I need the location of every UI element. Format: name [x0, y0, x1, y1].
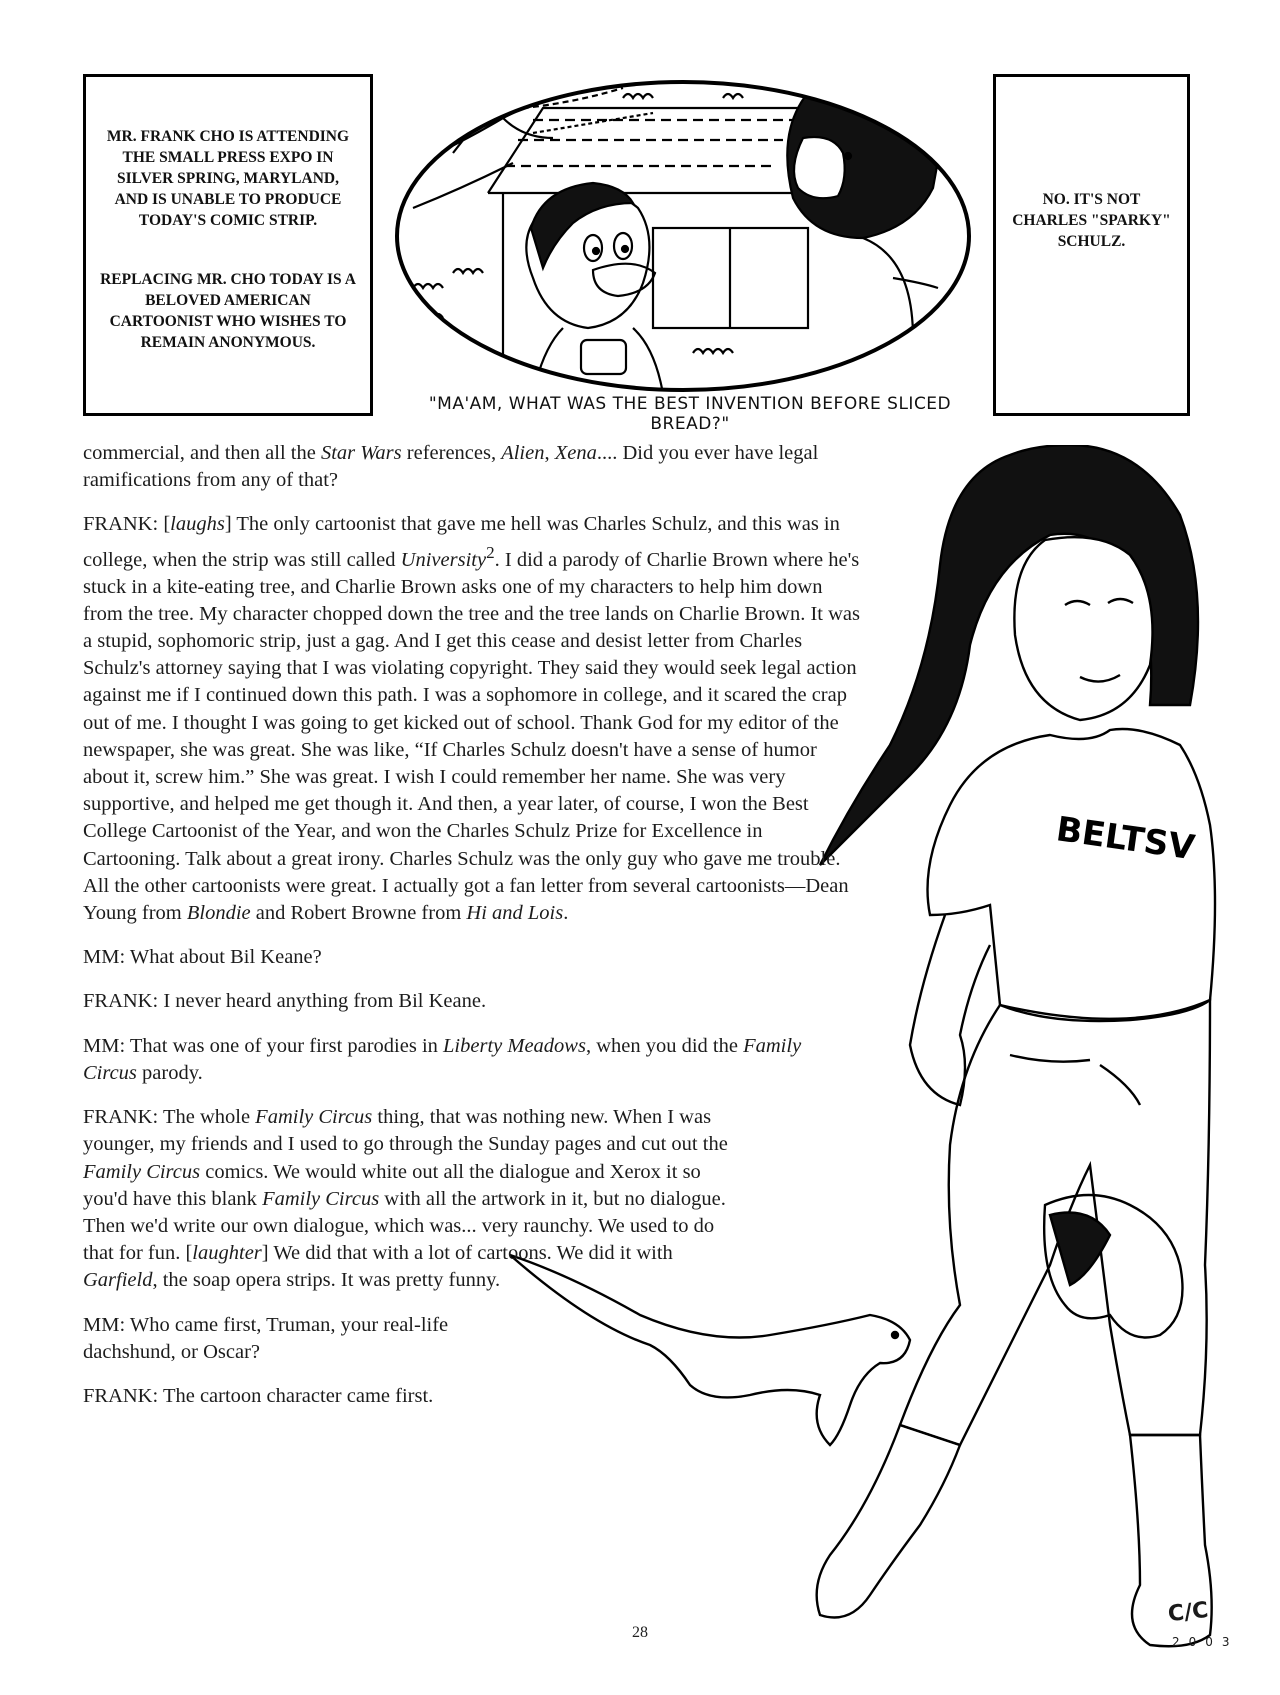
text-segment: The whole [158, 1106, 256, 1129]
text-segment: Blondie [186, 902, 251, 925]
boots-art [817, 1425, 960, 1618]
text-segment: comics. We would white out all the dialogue and Xerox it so you'd have this blank [83, 1160, 701, 1210]
caption-panel-left [83, 74, 373, 416]
caption-replacing-cho: REPLACING MR. CHO TODAY IS A BELOVED AMERICAN CARTOONIST WHO WISHES TO REMAIN ANONYMOUS. [100, 271, 356, 351]
speaker-label: MM: [83, 946, 126, 969]
interview-body-text [83, 440, 923, 1427]
foliage-art [413, 94, 743, 353]
text-segment: laughter [192, 1242, 262, 1265]
text-segment: parody. [136, 1061, 203, 1084]
oval-border [397, 82, 969, 390]
interview-paragraph [83, 1033, 803, 1087]
speaker-label: FRANK: [83, 990, 159, 1013]
text-segment: and Robert Browne from [250, 902, 467, 925]
face-art [1014, 537, 1152, 720]
text-segment: ] We did that with a lot of cartoons. We did it with [261, 1242, 673, 1265]
footnote-marker: 2 [486, 542, 495, 562]
text-segment: , when you did the [585, 1034, 744, 1057]
interview-paragraph [83, 1383, 463, 1410]
signature-year: 2003 [1172, 1635, 1239, 1649]
interview-paragraph [83, 988, 683, 1015]
woman-character-art [787, 78, 953, 394]
strip-dialogue-caption: "MA'AM, WHAT WAS THE BEST INVENTION BEFORE SLICED BREAD?" [428, 394, 952, 434]
text-segment: That was one of your first parodies in [125, 1034, 444, 1057]
text-segment: thing, that was nothing new. When I was younger, my friends and I used to go through the Sunday pages and cut out the [83, 1106, 728, 1156]
interview-paragraph [83, 1312, 463, 1366]
speaker-label: FRANK: [83, 1106, 159, 1129]
speaker-label: MM: [83, 1313, 126, 1336]
text-segment: Family Circus [83, 1034, 802, 1084]
caption-attending-expo: MR. FRANK CHO IS ATTENDING THE SMALL PRESS EXPO IN SILVER SPRING, MARYLAND, AND IS UNABLE TO PRODUCE TODAY'S COMIC STRIP. [106, 128, 350, 229]
shirt-lettering: BELTSV [1053, 809, 1198, 869]
text-segment: .... Did you ever have legal ramifications from any of that? [83, 442, 819, 492]
interview-paragraph [83, 1104, 733, 1294]
text-segment: The cartoon character came first. [158, 1384, 434, 1407]
text-segment: University [400, 548, 487, 571]
text-segment: . I did a parody of Charlie Brown where he's stuck in a kite-eating tree, and Charlie Brown asks one of my characters to help him down from the tree. My character chopped down the tree and the tree lands on Charlie Brown. It was a stupid, sophomoric strip, just a gag. And I get this cease and desist letter from Charles Schulz's attorney saying that I was violating copyright. They said they would seek legal action against me if I continued down this path. I was a sophomore in college, and it scared the crap out of me. I thought I was going to get kicked out of school. Thank God for my editor of the newspaper, she was great. She was like, “If Charles Schulz doesn't have a sense of humor about it, screw him.” She was great. I wish I could remember her name. She was very supportive, and helped me get though it. And then, a year later, of course, I won the Best College Cartoonist of the Year, and won the Charles Schulz Prize for Excellence in Cartooning. Talk about a great irony. Charles Schulz was the only guy who gave me trouble. All the other cartoonists were great. I actually got a fan letter from several cartoonists—Dean Young from [83, 548, 861, 925]
speaker-label: FRANK: [83, 1384, 159, 1407]
text-segment: . [563, 902, 569, 925]
text-segment: I never heard anything from Bil Keane. [158, 990, 487, 1013]
text-segment: commercial, and then all the [83, 442, 321, 464]
text-segment: Family Circus [255, 1106, 373, 1129]
text-segment: , the soap opera strips. It was pretty funny. [152, 1269, 501, 1292]
caption-not-schulz: NO. IT'S NOT CHARLES "SPARKY" SCHULZ. [1012, 191, 1171, 250]
text-segment: references, [401, 442, 502, 464]
text-segment: Xena [554, 442, 597, 464]
text-segment: What about Bil Keane? [125, 946, 322, 969]
text-segment: Garfield [83, 1269, 153, 1292]
interview-paragraph [83, 440, 923, 494]
text-segment: Star Wars [320, 442, 402, 464]
text-segment: Family Circus [83, 1160, 201, 1183]
interview-paragraph [83, 511, 863, 927]
text-segment: Family Circus [262, 1187, 380, 1210]
artist-signature: C/C [1166, 1597, 1210, 1628]
speaker-label: FRANK: [83, 513, 159, 536]
text-segment: with all the artwork in it, but no dialogue. Then we'd write our own dialogue, which was... very raunchy. We used to do that for fun. [ [83, 1187, 726, 1265]
text-segment: Liberty Meadows [443, 1034, 586, 1057]
shirt-art [928, 729, 1216, 1021]
interview-paragraph [83, 944, 683, 971]
text-segment: ] The only cartoonist that gave me hell was Charles Schulz, and this was in college, when the strip was still called [83, 513, 840, 571]
page-number: 28 [632, 1624, 648, 1641]
text-segment: [ [158, 513, 171, 536]
text-segment: Hi and Lois [466, 902, 564, 925]
text-segment: , [544, 442, 555, 464]
caption-panel-right [993, 74, 1190, 416]
text-segment: Alien [501, 442, 545, 464]
text-segment: Who came first, Truman, your real-life dachshund, or Oscar? [83, 1313, 449, 1363]
duck-character-art [526, 183, 663, 394]
oval-comic-panel [393, 78, 973, 394]
text-segment: laughs [170, 513, 225, 536]
speaker-label: MM: [83, 1034, 126, 1057]
